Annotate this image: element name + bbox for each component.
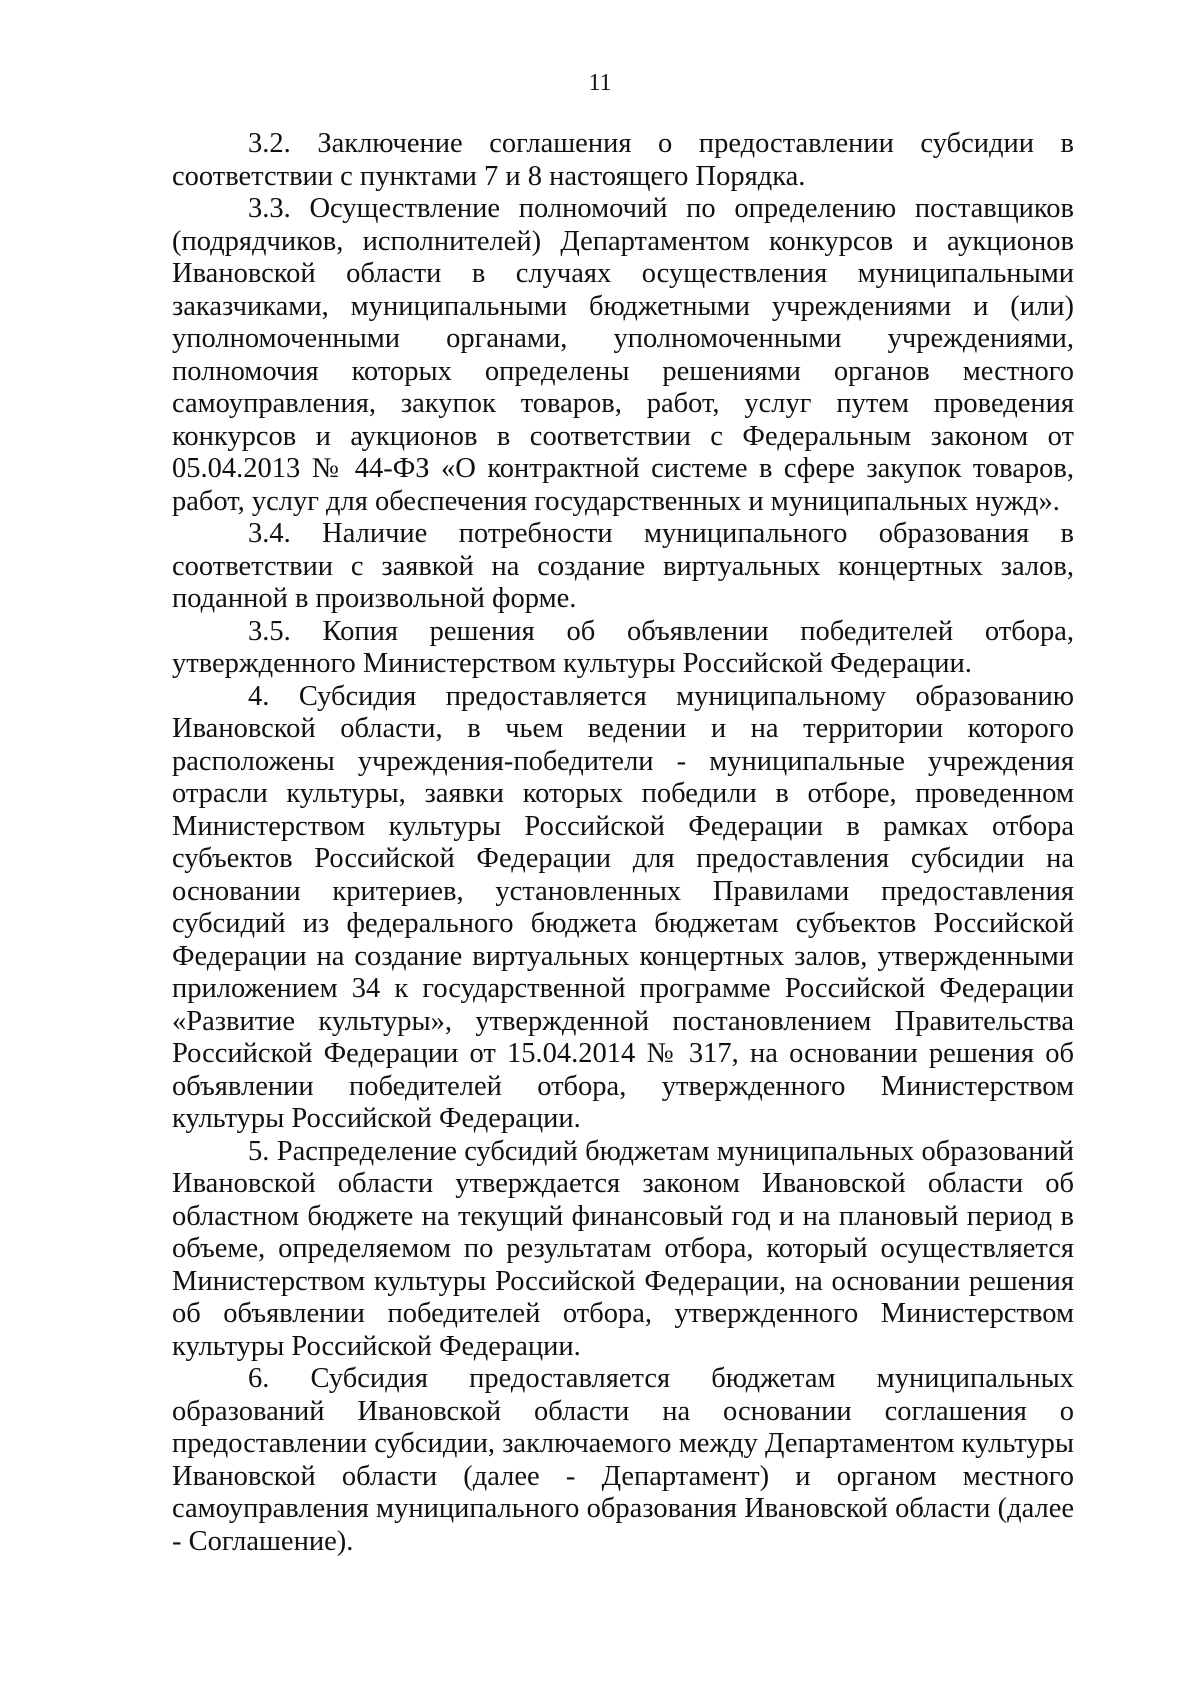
paragraph-3-5: 3.5. Копия решения об объявлении победителей отбора, утвержденного Министерством культуры Российской Федерации. <box>172 615 1074 679</box>
paragraph-4: 4. Субсидия предоставляется муниципальному образованию Ивановской области, в чьем ведении и на территории которого расположены учреждения-победители - муниципальные учреждения отрасли культуры, заявки которых победили в отборе, проведенном Министерством культуры Российской Федерации в рамках отбора субъектов Российской Федерации для предоставления субсидии на основании критериев, установленных Правилами предоставления субсидий из федерального бюджета бюджетам субъектов Российской Федерации на создание виртуальных концертных залов, утвержденными приложением 34 к государственной программе Российской Федерации «Развитие культуры», утвержденной постановлением Правительства Российской Федерации от 15.04.2014 № 317, на основании решения об объявлении победителей отбора, утвержденного Министерством культуры Российской Федерации. <box>172 680 1074 1134</box>
document-body <box>172 128 1074 1558</box>
page-number: 11 <box>588 70 612 96</box>
paragraph-5: 5. Распределение субсидий бюджетам муниципальных образований Ивановской области утверждается законом Ивановской области об областном бюджете на текущий финансовый год и на плановый период в объеме, определяемом по результатам отбора, который осуществляется Министерством культуры Российской Федерации, на основании решения об объявлении победителей отбора, утвержденного Министерством культуры Российской Федерации. <box>172 1135 1074 1362</box>
paragraph-3-4: 3.4. Наличие потребности муниципального образования в соответствии с заявкой на создание виртуальных концертных залов, поданной в произвольной форме. <box>172 518 1074 614</box>
paragraph-6: 6. Субсидия предоставляется бюджетам муниципальных образований Ивановской области на основании соглашения о предоставлении субсидии, заключаемого между Департаментом культуры Ивановской области (далее - Департамент) и органом местного самоуправления муниципального образования Ивановской области (далее - Соглашение). <box>172 1363 1074 1557</box>
paragraph-3-3: 3.3. Осуществление полномочий по определению поставщиков (подрядчиков, исполнителей) Департаментом конкурсов и аукционов Ивановской области в случаях осуществления муниципальными заказчиками, муниципальными бюджетными учреждениями и (или) уполномоченными органами, уполномоченными учреждениями, полномочия которых определены решениями органов местного самоуправления, закупок товаров, работ, услуг путем проведения конкурсов и аукционов в соответствии с Федеральным законом от 05.04.2013 № 44-ФЗ «О контрактной системе в сфере закупок товаров, работ, услуг для обеспечения государственных и муниципальных нужд». <box>172 193 1074 517</box>
paragraph-3-2: 3.2. Заключение соглашения о предоставлении субсидии в соответствии с пунктами 7 и 8 настоящего Порядка. <box>172 128 1074 192</box>
